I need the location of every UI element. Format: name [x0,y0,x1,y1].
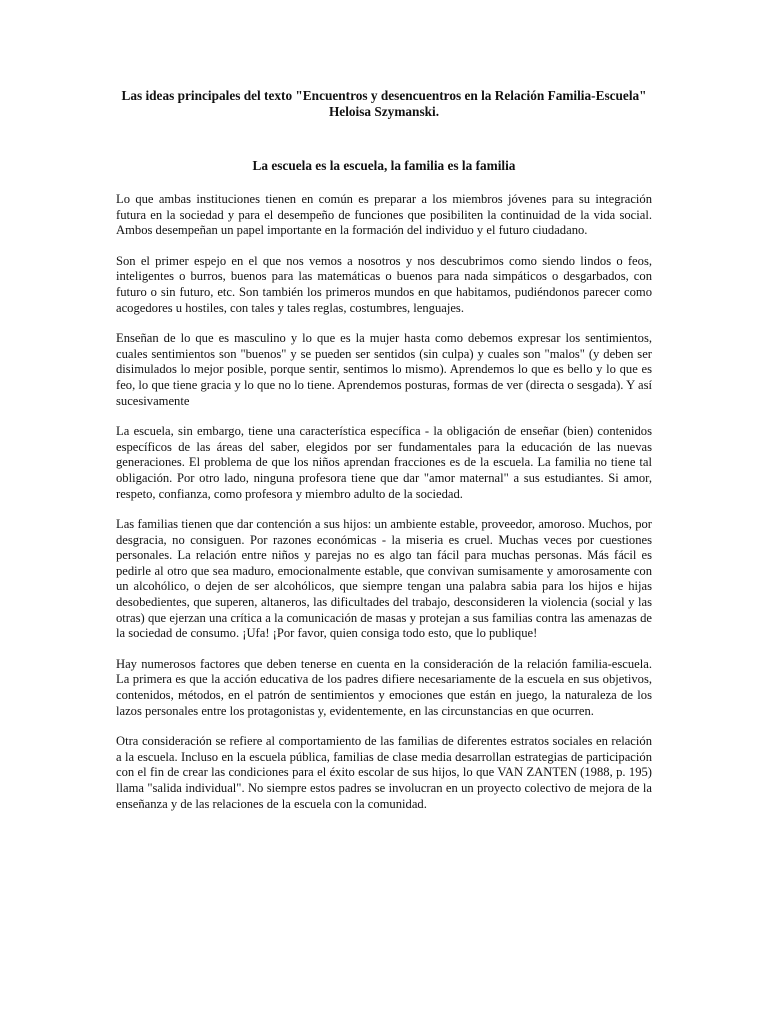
paragraph: La escuela, sin embargo, tiene una característica específica - la obligación de enseñar (bien) contenidos específicos de las áreas del saber, elegidos por ser fundamentales para la educación de las nuevas generaciones. El problema de que los niños aprendan fracciones es de la escuela. La familia no tiene tal obligación. Por otro lado, ninguna profesora tiene que dar "amor maternal" a sus estudiantes. Si amor, respeto, confianza, como profesora y miembro adulto de la sociedad. [116,424,652,501]
document-page [116,88,652,827]
document-title: Las ideas principales del texto "Encuentros y desencuentros en la Relación Familia-Escuela" Heloisa Szymanski. [121,88,647,119]
paragraph: Otra consideración se refiere al comportamiento de las familias de diferentes estratos sociales en relación a la escuela. Incluso en la escuela pública, familias de clase media desarrollan estrategias de participación con el fin de crear las condiciones para el éxito escolar de sus hijos, lo que VAN ZANTEN (1988, p. 195) llama "salida individual". No siempre estos padres se involucran en un proyecto colectivo de mejora de la enseñanza y de las relaciones de la escuela con la comunidad. [116,734,652,811]
paragraph: Lo que ambas instituciones tienen en común es preparar a los miembros jóvenes para su integración futura en la sociedad y para el desempeño de funciones que posibiliten la continuidad de la vida social. Ambos desempeñan un papel importante en la formación del individuo y el futuro ciudadano. [116,192,652,238]
paragraph: Las familias tienen que dar contención a sus hijos: un ambiente estable, proveedor, amoroso. Muchos, por desgracia, no consiguen. Por razones económicas - la miseria es cruel. Muchas veces por cuestiones personales. La relación entre niños y parejas no es algo tan fácil para muchas personas. Más fácil es pedirle al otro que sea maduro, emocionalmente estable, que convivan sumisamente y amorosamente con un alcohólico, o dejen de ser alcohólicos, que siempre tengan una palabra sabia para los hijos e hijas desobedientes, que superen, altaneros, las dificultades del trabajo, desconsideren la violencia (social y las otras) que ejerzan una crítica a la comunicación de masas y protejan a sus familias contra las amenazas de la sociedad de consumo. ¡Ufa! ¡Por favor, quien consiga todo esto, que lo publique! [116,517,652,641]
paragraph: Hay numerosos factores que deben tenerse en cuenta en la consideración de la relación familia-escuela. La primera es que la acción educativa de los padres difiere necesariamente de la escuela en sus objetivos, contenidos, métodos, en el patrón de sentimientos y emociones que están en juego, la naturaleza de los lazos personales entre los protagonistas y, evidentemente, en las circunstancias en que ocurren. [116,656,652,718]
paragraph: Enseñan de lo que es masculino y lo que es la mujer hasta como debemos expresar los sentimientos, cuales sentimientos son "buenos" y se pueden ser sentidos (sin culpa) y cuales son "malos" (y deben ser disimulados lo mejor posible, porque sentir, sentimos lo mismo). Aprendemos lo que es bello y lo que es feo, lo que tiene gracia y lo que no lo tiene. Aprendemos posturas, formas de ver (directa o sesgada). Y así sucesivamente [116,331,652,408]
section-title: La escuela es la escuela, la familia es la familia [252,158,516,173]
paragraph: Son el primer espejo en el que nos vemos a nosotros y nos descubrimos como siendo lindos o feos, inteligentes o burros, buenos para las matemáticas o buenos para nada simpáticos o desgarbados, con futuro o sin futuro, etc. Son también los primeros mundos en que habitamos, pudiéndonos parecer como acogedores u hostiles, con tales y tales reglas, costumbres, lenguajes. [116,253,652,315]
